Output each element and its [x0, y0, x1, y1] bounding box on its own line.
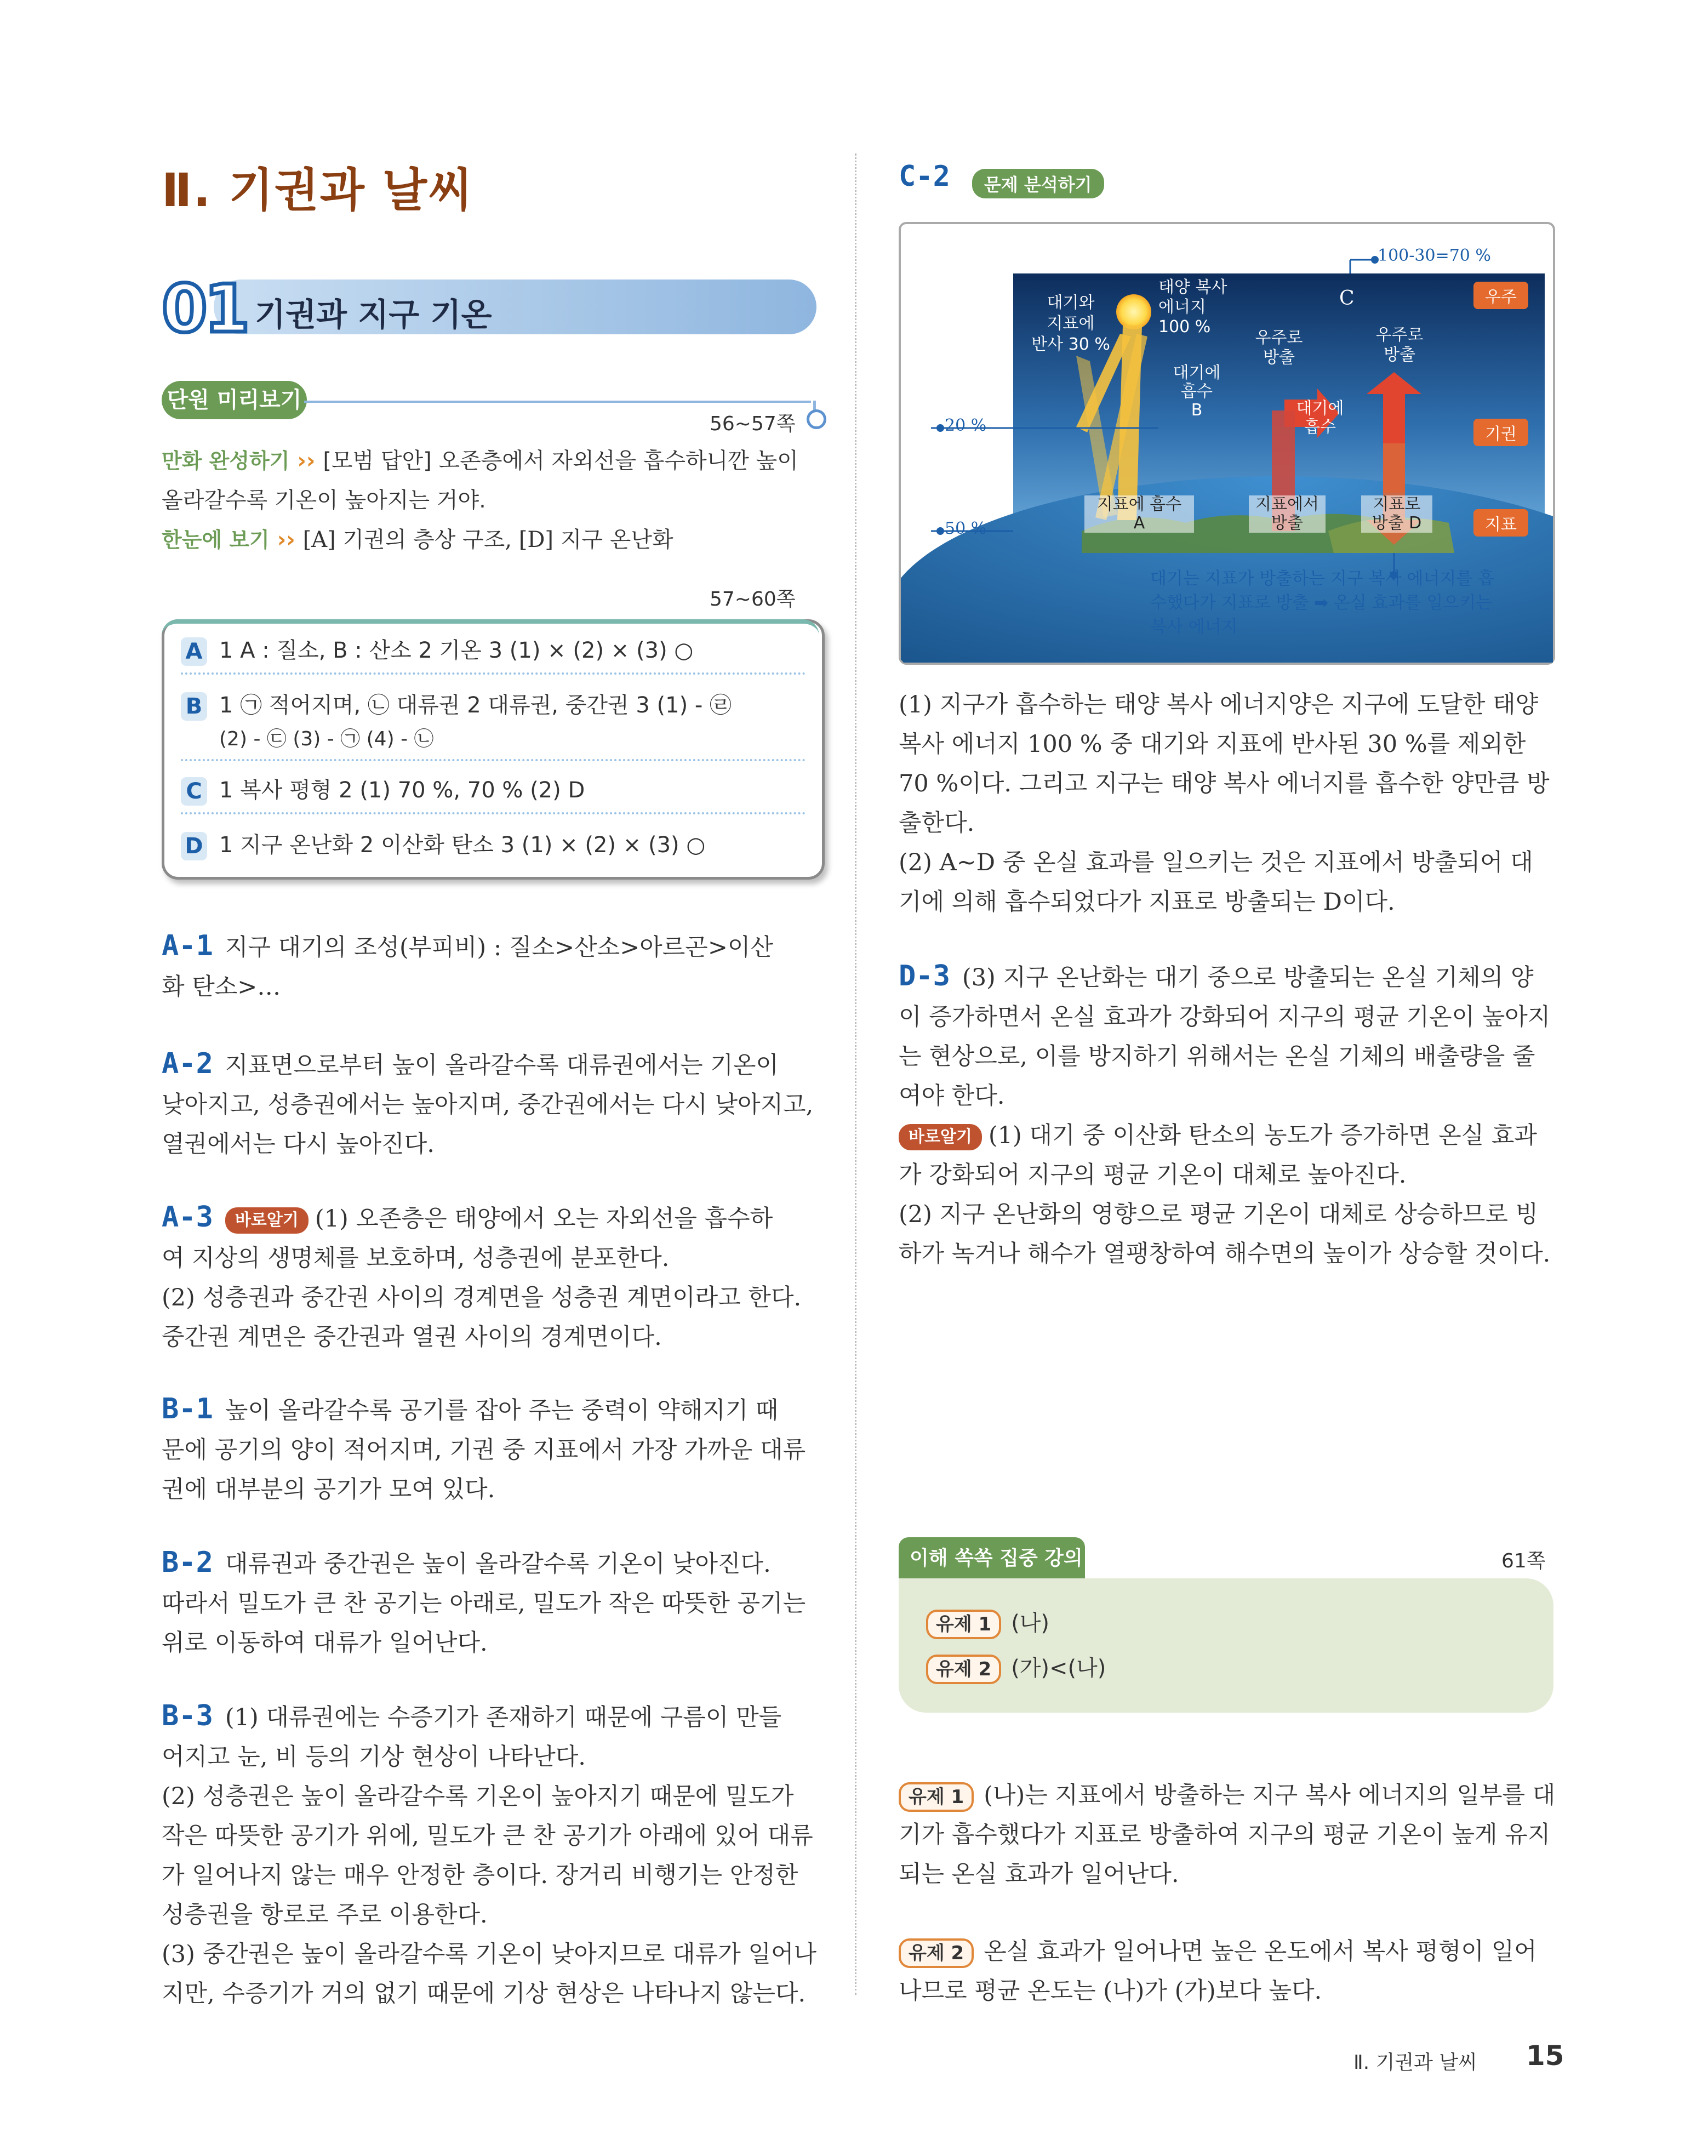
line: 기에 의해 흡수되었다가 지표로 방출되는 D이다.	[899, 888, 1395, 916]
leader-dot	[936, 424, 944, 432]
explanation-b1	[162, 1389, 825, 1509]
leader-dot	[936, 527, 944, 535]
line: (1) 지구가 흡수하는 태양 복사 에너지양은 지구에 도달한 태양	[899, 691, 1539, 718]
fig-atm-absorb: 대기에 흡수	[1296, 400, 1344, 437]
line: 화 탄소>…	[162, 973, 281, 1001]
line: (2) A~D 중 온실 효과를 일으키는 것은 지표에서 방출되어 대	[899, 849, 1533, 876]
c2-heading	[899, 160, 1104, 198]
fig-surface-absorb: 지표에 흡수 A	[1084, 495, 1194, 533]
line: (나)는 지표에서 방출하는 지구 복사 에너지의 일부를 대	[984, 1782, 1556, 1809]
line: (2) 지구 온난화의 영향으로 평균 기온이 대체로 상승하므로 빙	[899, 1201, 1539, 1228]
lecture-row-1	[926, 1606, 1049, 1639]
line: 낮아지고, 성층권에서는 높아지며, 중간권에서는 다시 낮아지고,	[162, 1091, 814, 1119]
comic-text-2: 올라갈수록 기온이 높아지는 거야.	[162, 488, 486, 513]
answer-divider	[181, 812, 806, 814]
preview-label: 단원 미리보기	[162, 381, 307, 419]
fig-emit-space-1: 우주로 방출	[1255, 328, 1303, 367]
radiation-balance-figure	[899, 222, 1555, 665]
line: 문에 공기의 양이 적어지며, 기권 중 지표에서 가장 가까운 대류	[162, 1436, 806, 1464]
fig-c-label: C	[1339, 287, 1355, 310]
line: 기가 흡수했다가 지표로 방출하여 지구의 평균 기온이 높게 유지	[899, 1821, 1551, 1849]
line: (1) 오존층은 태양에서 오는 자외선을 흡수하	[315, 1205, 773, 1233]
explanation-head: A-1	[162, 929, 213, 962]
example-answer: (가)<(나)	[1011, 1656, 1106, 1681]
answer-text: 1 ㉠ 적어지며, ㉡ 대류권 2 대류권, 중간권 3 (1) - ㉣	[219, 693, 732, 718]
fig-to-surface: 지표로 방출 D	[1361, 495, 1432, 533]
double-chevron-icon: ››	[289, 448, 323, 474]
line: (3) 지구 온난화는 대기 중으로 방출되는 온실 기체의 양	[962, 964, 1534, 991]
lecture-tab: 이해 쏙쏙 집중 강의	[899, 1537, 1085, 1580]
line: (3) 중간권은 높이 올라갈수록 기온이 낮아지므로 대류가 일어나	[162, 1941, 817, 1968]
answer-divider	[181, 672, 806, 675]
explanation-head: A-3	[162, 1201, 213, 1234]
answer-row-b	[181, 688, 732, 721]
section-banner	[162, 271, 816, 347]
line: 나므로 평균 온도는 (나)가 (가)보다 높다.	[899, 1977, 1322, 2005]
fig-note-line: 수했다가 지표로 방출 ➡ 온실 효과를 일으키는	[1150, 593, 1493, 613]
explanation-b2	[162, 1543, 825, 1663]
line: 하가 녹거나 해수가 열팽창하여 해수면의 높이가 상승할 것이다.	[899, 1240, 1551, 1268]
example-tag: 유제 1	[926, 1610, 1001, 1639]
lecture-page: 61쪽	[1501, 1550, 1546, 1572]
fig-top-note: 100-30=70 %	[1378, 246, 1491, 265]
correct-knowledge-badge: 바로알기	[225, 1207, 309, 1234]
line: 대류권과 중간권은 높이 올라갈수록 기온이 낮아진다.	[225, 1550, 771, 1578]
answer-tag: A	[181, 637, 207, 666]
line: 따라서 밀도가 큰 찬 공기는 아래로, 밀도가 작은 따뜻한 공기는	[162, 1590, 806, 1617]
line: 되는 온실 효과가 일어난다.	[899, 1861, 1179, 1888]
preview-dot-icon	[807, 409, 826, 429]
fig-note	[1150, 567, 1545, 639]
page-number: 15	[1526, 2040, 1564, 2072]
line: 권에 대부분의 공기가 모여 있다.	[162, 1476, 495, 1503]
line: 는 현상으로, 이를 방지하기 위해서는 온실 기체의 배출량을 줄	[899, 1043, 1535, 1070]
explanation-a1	[162, 926, 825, 1007]
line: (2) 성층권과 중간권 사이의 경계면을 성층권 계면이라고 한다.	[162, 1284, 802, 1311]
answer-row-d	[181, 828, 705, 860]
line: 높이 올라갈수록 공기를 잡아 주는 중력이 약해지기 때	[225, 1397, 779, 1424]
answer-tag: B	[181, 692, 207, 721]
line: 가 강화되어 지구의 평균 기온이 대체로 높아진다.	[899, 1161, 1407, 1189]
explanation-head: B-3	[162, 1699, 213, 1732]
line: 가 일어나지 않는 매우 안정한 층이다. 장거리 비행기는 안정한	[162, 1862, 798, 1889]
line: 중간권 계면은 중간권과 열권 사이의 경계면이다.	[162, 1324, 662, 1351]
line: (2) 성층권은 높이 올라갈수록 기온이 높아지기 때문에 밀도가	[162, 1783, 794, 1810]
explanation-head: B-2	[162, 1546, 213, 1579]
example-explanation-2	[899, 1932, 1562, 2011]
fig-surface-label: 지표	[1485, 515, 1517, 534]
line: 온실 효과가 일어나면 높은 온도에서 복사 평형이 일어	[984, 1938, 1537, 1965]
example-answer: (나)	[1011, 1611, 1050, 1636]
comic-line	[162, 441, 798, 481]
example-tag: 유제 2	[899, 1938, 974, 1968]
explanation-d3	[899, 956, 1562, 1274]
line: 지만, 수증기가 거의 없기 때문에 기상 현상은 나타나지 않는다.	[162, 1980, 806, 2007]
answer-tag: D	[181, 832, 207, 860]
correct-knowledge-badge: 바로알기	[899, 1124, 982, 1150]
line: 복사 에너지 100 % 중 대기와 지표에 반사된 30 %를 제외한	[899, 731, 1526, 758]
fig-space-label: 우주	[1485, 288, 1517, 307]
explanation-head: C-2	[899, 160, 950, 193]
answer-text: 1 A : 질소, B : 산소 2 기온 3 (1) × (2) × (3) ○	[219, 638, 694, 663]
comic-label: 만화 완성하기	[162, 449, 290, 473]
answer-text: 1 지구 온난화 2 이산화 탄소 3 (1) × (2) × (3) ○	[219, 832, 706, 858]
example-tag: 유제 1	[899, 1782, 974, 1812]
answer-page-range: 57~60쪽	[710, 588, 796, 611]
line: 지구 대기의 조성(부피비) : 질소>산소>아르곤>이산	[225, 934, 773, 961]
explanation-head: B-1	[162, 1393, 213, 1425]
fig-atmosphere-label: 기권	[1485, 425, 1517, 444]
line: 위로 이동하여 대류가 일어난다.	[162, 1629, 488, 1657]
glance-line	[162, 520, 673, 560]
line: 출한다.	[899, 809, 975, 837]
answer-tag: C	[181, 777, 207, 806]
fig-surface-emit: 지표에서 방출	[1249, 495, 1326, 533]
fig-pct-50: 50 %	[945, 519, 987, 538]
footer-chapter: Ⅱ. 기권과 날씨	[1353, 2051, 1477, 2074]
line: 여 지상의 생명체를 보호하며, 성층권에 분포한다.	[162, 1245, 670, 1272]
line: (1) 대기 중 이산화 탄소의 농도가 증가하면 온실 효과	[988, 1122, 1537, 1149]
fig-reflect-label: 대기와 지표에 반사 30 %	[1031, 293, 1110, 354]
fig-atm-absorb-b: 대기에 흡수 B	[1173, 364, 1221, 420]
explanation-c2	[899, 685, 1562, 922]
line: 어지고 눈, 비 등의 기상 현상이 나타난다.	[162, 1743, 586, 1771]
comic-text: [모범 답안] 오존층에서 자외선을 흡수하니깐 높이	[323, 448, 798, 474]
problem-analysis-badge: 문제 분석하기	[972, 169, 1104, 198]
fig-pct-20: 20 %	[945, 416, 987, 435]
example-tag: 유제 2	[926, 1655, 1001, 1684]
line: 성층권을 항로로 주로 이용한다.	[162, 1901, 488, 1929]
line: (1) 대류권에는 수증기가 존재하기 때문에 구름이 만들	[225, 1704, 782, 1731]
double-chevron-icon: ››	[269, 527, 303, 552]
explanation-b3	[162, 1696, 825, 2014]
line: 작은 따뜻한 공기가 위에, 밀도가 큰 찬 공기가 아래에 있어 대류	[162, 1822, 813, 1850]
line: 지표면으로부터 높이 올라갈수록 대류권에서는 기온이	[225, 1052, 779, 1079]
glance-label: 한눈에 보기	[162, 528, 270, 552]
answer-text: 1 복사 평형 2 (1) 70 %, 70 % (2) D	[219, 778, 585, 803]
answer-divider	[181, 759, 806, 761]
lecture-box	[899, 1578, 1553, 1713]
example-explanation-1	[899, 1776, 1562, 1894]
explanation-a3	[162, 1197, 825, 1357]
answer-row-b-cont: (2) - ㉢ (3) - ㉠ (4) - ㉡	[219, 728, 434, 750]
preview-divider	[304, 401, 811, 403]
radiation-balance-diagram	[901, 224, 1553, 663]
explanation-a2	[162, 1044, 825, 1164]
line: 열권에서는 다시 높아진다.	[162, 1131, 435, 1158]
section-title: 기권과 지구 기온	[255, 296, 492, 333]
fig-note-line: 복사 에너지	[1150, 617, 1238, 637]
glance-text: [A] 기권의 층상 구조, [D] 지구 온난화	[302, 527, 673, 552]
explanation-head: A-2	[162, 1047, 213, 1080]
line: 여야 한다.	[899, 1082, 1005, 1110]
answer-row-c	[181, 773, 585, 806]
fig-emit-space-2: 우주로 방출	[1375, 326, 1424, 364]
section-number: 01	[162, 271, 247, 347]
column-divider	[855, 153, 856, 1995]
explanation-head: D-3	[899, 960, 950, 993]
line: 70 %이다. 그리고 지구는 태양 복사 에너지를 흡수한 양만큼 방	[899, 770, 1550, 797]
answer-box	[162, 619, 825, 880]
fig-solar-label: 태양 복사 에너지 100 %	[1158, 278, 1227, 336]
preview-page-range: 56~57쪽	[710, 413, 796, 435]
lecture-row-2	[926, 1651, 1106, 1684]
fig-note-line: 대기는 지표가 방출하는 지구 복사 에너지를 흡	[1150, 569, 1495, 589]
answer-row-a	[181, 633, 693, 666]
chapter-title: Ⅱ. 기권과 날씨	[162, 163, 474, 217]
line: 이 증가하면서 온실 효과가 강화되어 지구의 평균 기온이 높아지	[899, 1003, 1551, 1031]
